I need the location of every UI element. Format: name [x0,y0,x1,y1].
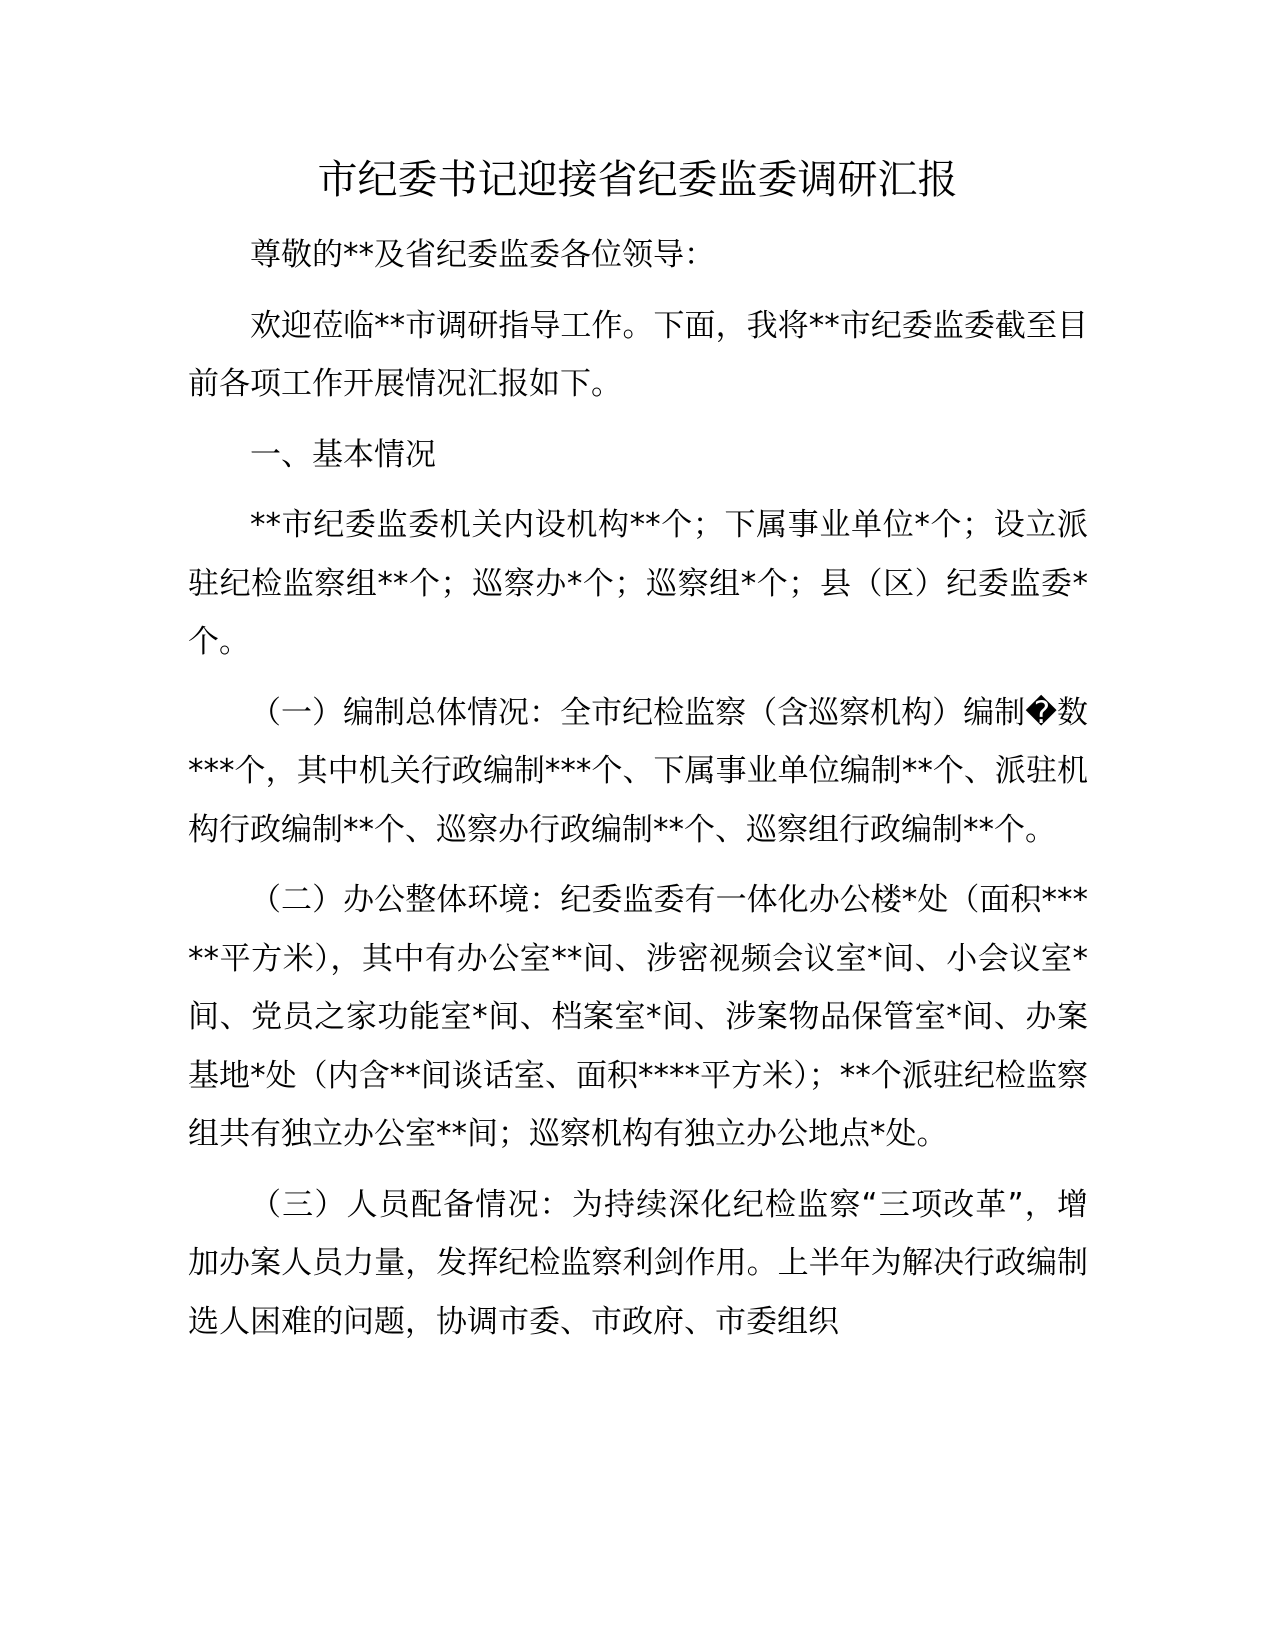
organization-paragraph: **市纪委监委机关内设机构**个；下属事业单位*个；设立派驻纪检监察组**个；巡察办*个；巡察组*个；县（区）纪委监委*个。 [188,507,1088,660]
section-heading-basic-situation: 一、基本情况 [250,436,436,473]
personnel-paragraph: （三）人员配备情况：为持续深化纪检监察“三项改革”，增加办案人员力量，发挥纪检监察利剑作用。上半年为解决行政编制选人困难的问题，协调市委、市政府、市委组织 [188,1186,1088,1340]
document-title: 市纪委书记迎接省纪委监委调研汇报 [317,157,958,203]
staffing-quota-paragraph: （一）编制总体情况：全市纪检监察（含巡察机构）编制�数***个，其中机关行政编制***个、下属事业单位编制**个、派驻机构行政编制**个、巡察办行政编制**个、巡察组行政编制**个。 [188,694,1088,848]
document-body [188,226,1088,1363]
greeting-paragraph: 尊敬的**及省纪委监委各位领导： [250,237,715,273]
intro-paragraph: 欢迎莅临**市调研指导工作。下面，我将**市纪委监委截至目前各项工作开展情况汇报如下。 [188,307,1088,402]
office-environment-paragraph: （二）办公整体环境：纪委监委有一体化办公楼*处（面积*****平方米），其中有办公室**间、涉密视频会议室*间、小会议室*间、党员之家功能室*间、档案室*间、涉案物品保管室*间、办案基地*处（内含**间谈话室、面积****平方米）；**个派驻纪检监察组共有独立办公室**间；巡察机构有独立办公地点*处。 [188,882,1088,1152]
